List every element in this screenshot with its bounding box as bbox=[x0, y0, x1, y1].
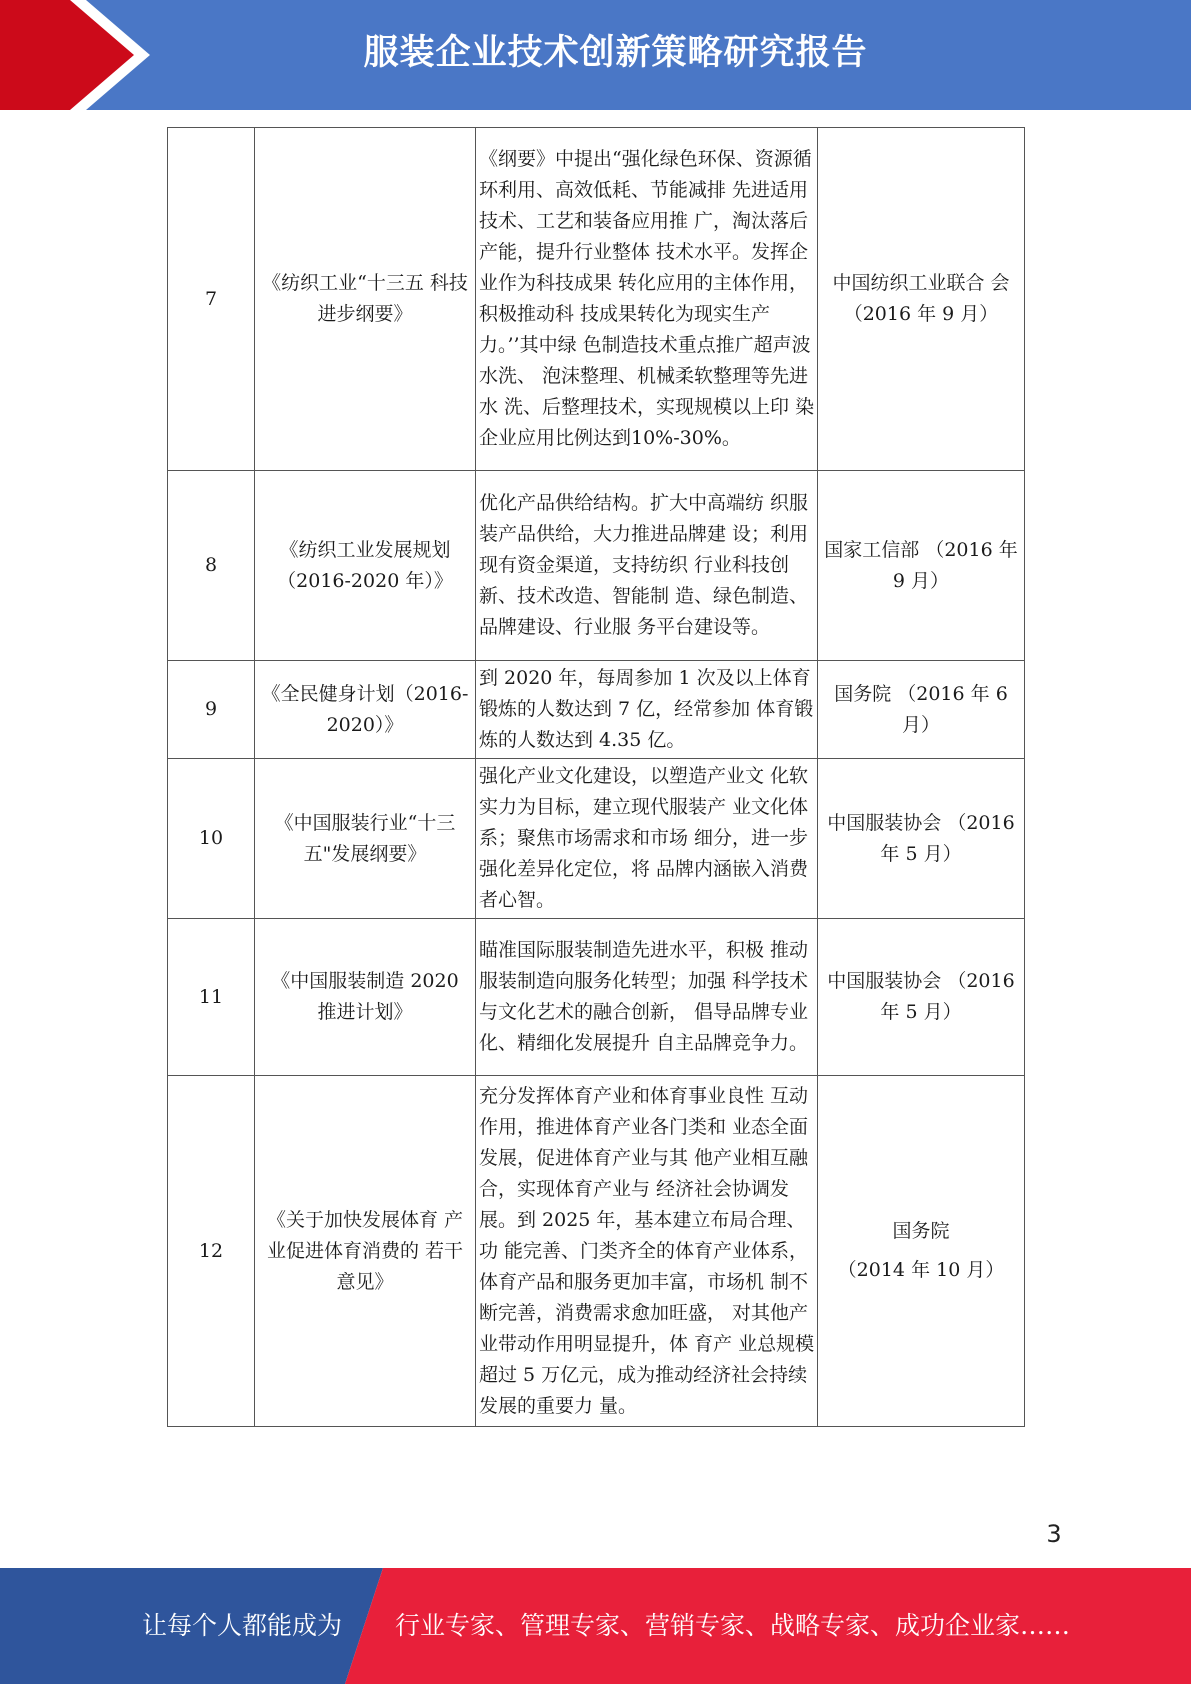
policy-content: 优化产品供给结构。扩大中高端纺 织服装产品供给，大力推进品牌建 设；利用现有资金渠道，支持纺织 行业科技创新、技术改造、智能制 造、绿色制造、品牌建设、行业服 务平台建设等。 bbox=[476, 471, 818, 661]
policy-issuer bbox=[818, 1076, 1025, 1427]
page-title: 服装企业技术创新策略研究报告 bbox=[363, 33, 868, 73]
policy-content: 瞄准国际服装制造先进水平，积极 推动服装制造向服务化转型；加强 科学技术与文化艺术的融合创新， 倡导品牌专业化、精细化发展提升 自主品牌竞争力。 bbox=[476, 919, 818, 1076]
table-row bbox=[168, 661, 1025, 759]
table-row bbox=[168, 919, 1025, 1076]
policy-name: 《中国服装行业“十三 五"发展纲要》 bbox=[255, 759, 476, 919]
policy-issuer: 国家工信部 （2016 年 9 月） bbox=[818, 471, 1025, 661]
policy-table bbox=[167, 127, 1025, 1427]
header-banner bbox=[0, 0, 1191, 110]
policy-issuer: 国务院 （2016 年 6 月） bbox=[818, 661, 1025, 759]
policy-issuer: 中国纺织工业联合 会（2016 年 9 月） bbox=[818, 128, 1025, 471]
table-row bbox=[168, 128, 1025, 471]
footer-slogan-left: 让每个人都能成为 bbox=[142, 1611, 343, 1640]
row-number: 8 bbox=[168, 471, 255, 661]
policy-content: 充分发挥体育产业和体育事业良性 互动作用，推进体育产业各门类和 业态全面发展，促进体育产业与其 他产业相互融合，实现体育产业与 经济社会协调发展。到 2025 年，基本建立布局合理、功 能完善、门类齐全的体育产业体系， 体育产品和服务更加丰富，市场机 制不断完善，消费需求愈加旺盛， 对其他产业带动作用明显提升，体 育产 业总规模超过 5 万亿元，成为推动经济社会持续发展的重要力 量。 bbox=[476, 1076, 818, 1427]
policy-content: 到 2020 年，每周参加 1 次及以上体育锻炼的人数达到 7 亿，经常参加 体育锻炼的人数达到 4.35 亿。 bbox=[476, 661, 818, 759]
issuer-line: （2014 年 10 月） bbox=[837, 1259, 1005, 1281]
table-row bbox=[168, 759, 1025, 919]
policy-name: 《全民健身计划（2016-2020）》 bbox=[255, 661, 476, 759]
row-number: 10 bbox=[168, 759, 255, 919]
row-number: 9 bbox=[168, 661, 255, 759]
row-number: 11 bbox=[168, 919, 255, 1076]
row-number: 7 bbox=[168, 128, 255, 471]
policy-content: 强化产业文化建设，以塑造产业文 化软实力为目标，建立现代服装产 业文化体系；聚焦市场需求和市场 细分，进一步强化差异化定位，将 品牌内涵嵌入消费者心智。 bbox=[476, 759, 818, 919]
policy-name: 《纺织工业发展规划（2016-2020 年）》 bbox=[255, 471, 476, 661]
page-number: 3 bbox=[1046, 1520, 1062, 1548]
table-row bbox=[168, 1076, 1025, 1427]
policy-name: 《关于加快发展体育 产业促进体育消费的 若干意见》 bbox=[255, 1076, 476, 1427]
row-number: 12 bbox=[168, 1076, 255, 1427]
policy-name: 《纺织工业“十三五 科技进步纲要》 bbox=[255, 128, 476, 471]
policy-issuer: 中国服装协会 （2016 年 5 月） bbox=[818, 919, 1025, 1076]
policy-name: 《中国服装制造 2020 推进计划》 bbox=[255, 919, 476, 1076]
footer-banner bbox=[0, 1568, 1191, 1684]
footer-slogan-right: 行业专家、管理专家、营销专家、战略专家、成功企业家…… bbox=[395, 1611, 1071, 1640]
policy-issuer: 中国服装协会 （2016 年 5 月） bbox=[818, 759, 1025, 919]
policy-content: 《纲要》中提出“强化绿色环保、资源循环利用、高效低耗、节能减排 先进适用技术、工艺和装备应用推 广，淘汰落后产能，提升行业整体 技术水平。发挥企业作为科技成果 转化应用的主体作用，积极推动科 技成果转化为现实生产力。’’其中绿 色制造技术重点推广超声波水洗、 泡沫整理、机械柔软整理等先进水 洗、后整理技术，实现规模以上印 染企业应用比例达到10%-30%。 bbox=[476, 128, 818, 471]
table-row bbox=[168, 471, 1025, 661]
issuer-line: 国务院 bbox=[892, 1220, 950, 1242]
